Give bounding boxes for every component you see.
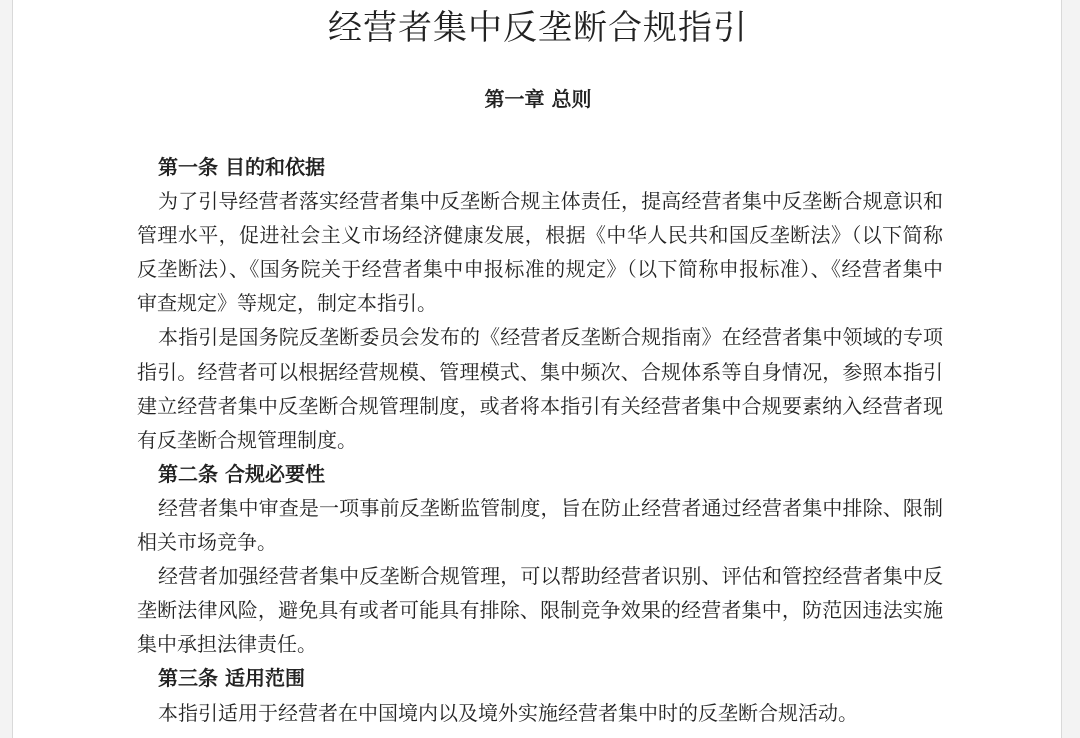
article-number: 第二条	[158, 461, 218, 486]
document-page	[12, 0, 1062, 738]
article-name: 目的和依据	[225, 155, 325, 179]
article-heading-2	[137, 457, 943, 491]
article-number: 第三条	[158, 666, 218, 691]
paragraph: 本指引适用于经营者在中国境内以及境外实施经营者集中时的反垄断合规活动。	[158, 700, 858, 725]
document-body	[137, 150, 943, 730]
chapter-number: 第一章	[484, 87, 545, 111]
chapter-heading	[13, 84, 1063, 114]
paragraph: 本指引是国务院反垄断委员会发布的《经营者反垄断合规指南》在经营者集中领域的专项指引。经营者可以根据经营规模、管理模式、集中频次、合规体系等自身情况，参照本指引建立经营者集中反垄断合规管理制度，或者将本指引有关经营者集中合规要素纳入经营者现有反垄断合规管理制度。	[137, 325, 943, 452]
article-name: 适用范围	[225, 666, 305, 691]
paragraph: 经营者集中审查是一项事前反垄断监管制度，旨在防止经营者通过经营者集中排除、限制相关市场竞争。	[137, 495, 943, 555]
article-heading-1	[137, 150, 943, 184]
article-heading-3	[137, 661, 943, 695]
article-name: 合规必要性	[225, 461, 325, 486]
article-number: 第一条	[158, 155, 218, 179]
paragraph: 为了引导经营者落实经营者集中反垄断合规主体责任，提高经营者集中反垄断合规意识和管理水平，促进社会主义市场经济健康发展，根据《中华人民共和国反垄断法》（以下简称反垄断法）、《国务院关于经营者集中申报标准的规定》（以下简称申报标准）、《经营者集中审查规定》等规定，制定本指引。	[137, 189, 943, 316]
paragraph: 经营者加强经营者集中反垄断合规管理，可以帮助经营者识别、评估和管控经营者集中反垄断法律风险，避免具有或者可能具有排除、限制竞争效果的经营者集中，防范因违法实施集中承担法律责任。	[137, 564, 943, 657]
chapter-name: 总则	[551, 87, 592, 111]
document-title: 经营者集中反垄断合规指引	[328, 8, 748, 48]
